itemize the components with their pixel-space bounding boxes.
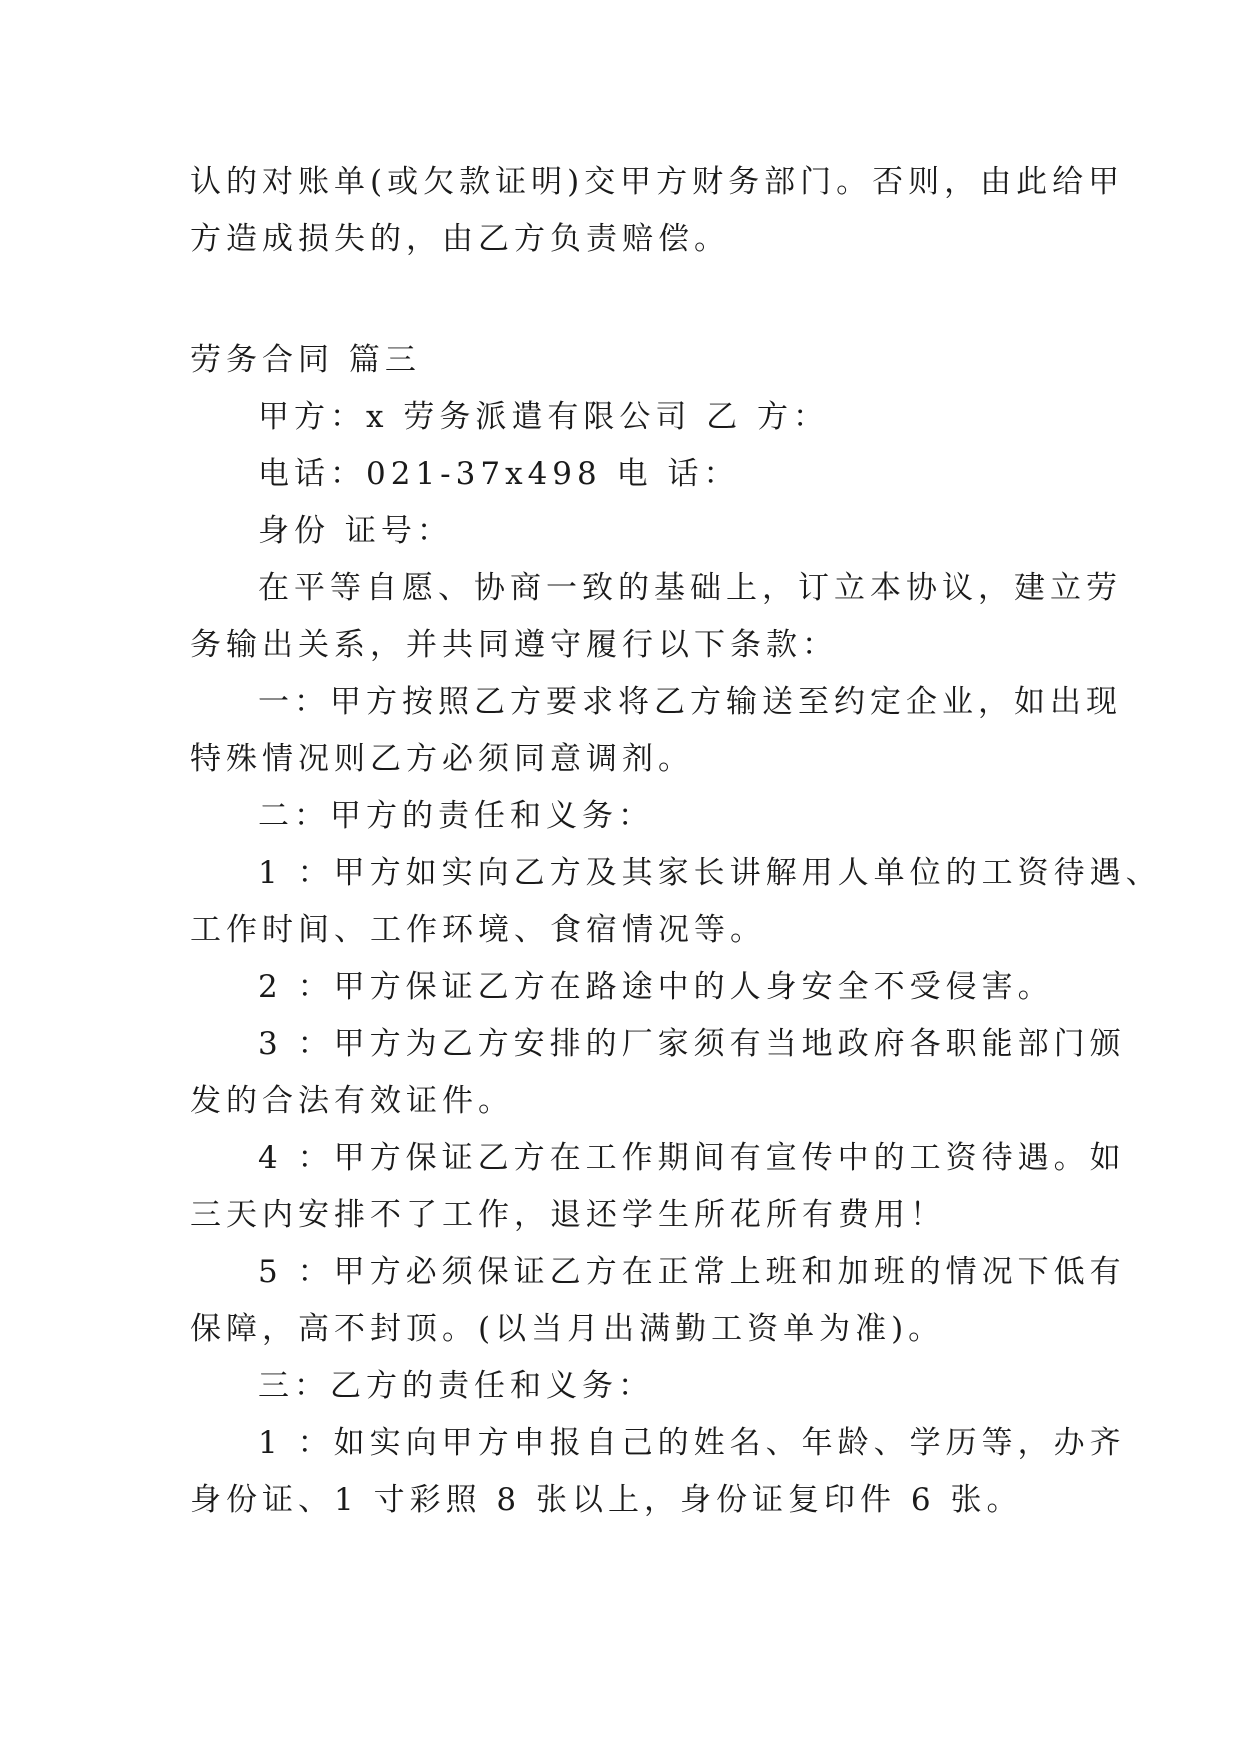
clause-item: 1 ：如实向甲方申报自己的姓名、年龄、学历等，办齐 — [258, 1425, 1126, 1461]
text-line: 发的合法有效证件。 — [190, 1083, 514, 1119]
text-line: 在平等自愿、协商一致的基础上，订立本协议，建立劳 — [258, 570, 1122, 606]
clause-item: 2 ：甲方保证乙方在路途中的人身安全不受侵害。 — [258, 969, 1054, 1005]
text-line: 务输出关系，并共同遵守履行以下条款： — [190, 627, 838, 663]
section-heading: 劳务合同 篇三 — [190, 342, 421, 378]
text-line: 认的对账单(或欠款证明)交甲方财务部门。否则，由此给甲 — [190, 164, 1125, 200]
text-line: 工作时间、工作环境、食宿情况等。 — [190, 912, 766, 948]
clause-item: 3 ：甲方为乙方安排的厂家须有当地政府各职能部门颁 — [258, 1026, 1126, 1062]
text-line: 三天内安排不了工作，退还学生所花所有费用！ — [190, 1197, 946, 1233]
party-a-line: 甲方：x 劳务派遣有限公司 乙 方： — [258, 399, 830, 435]
clause-two-heading: 二：甲方的责任和义务： — [258, 798, 654, 834]
text-line: 方造成损失的，由乙方负责赔偿。 — [190, 221, 730, 257]
clause-three-heading: 三：乙方的责任和义务： — [258, 1368, 654, 1404]
clause-one: 一：甲方按照乙方要求将乙方输送至约定企业，如出现 — [258, 684, 1122, 720]
clause-item: 1 ：甲方如实向乙方及其家长讲解用人单位的工资待遇、 — [258, 855, 1162, 891]
text-line: 特殊情况则乙方必须同意调剂。 — [190, 741, 694, 777]
id-number-line: 身份 证号： — [258, 513, 453, 549]
clause-item: 5 ：甲方必须保证乙方在正常上班和加班的情况下低有 — [258, 1254, 1126, 1290]
text-line: 保障，高不封顶。(以当月出满勤工资单为准)。 — [190, 1311, 945, 1347]
text-line: 身份证、1 寸彩照 8 张以上，身份证复印件 6 张。 — [190, 1482, 1023, 1518]
phone-line: 电话：021-37x498 电 话： — [258, 456, 740, 492]
clause-item: 4 ：甲方保证乙方在工作期间有宣传中的工资待遇。如 — [258, 1140, 1126, 1176]
